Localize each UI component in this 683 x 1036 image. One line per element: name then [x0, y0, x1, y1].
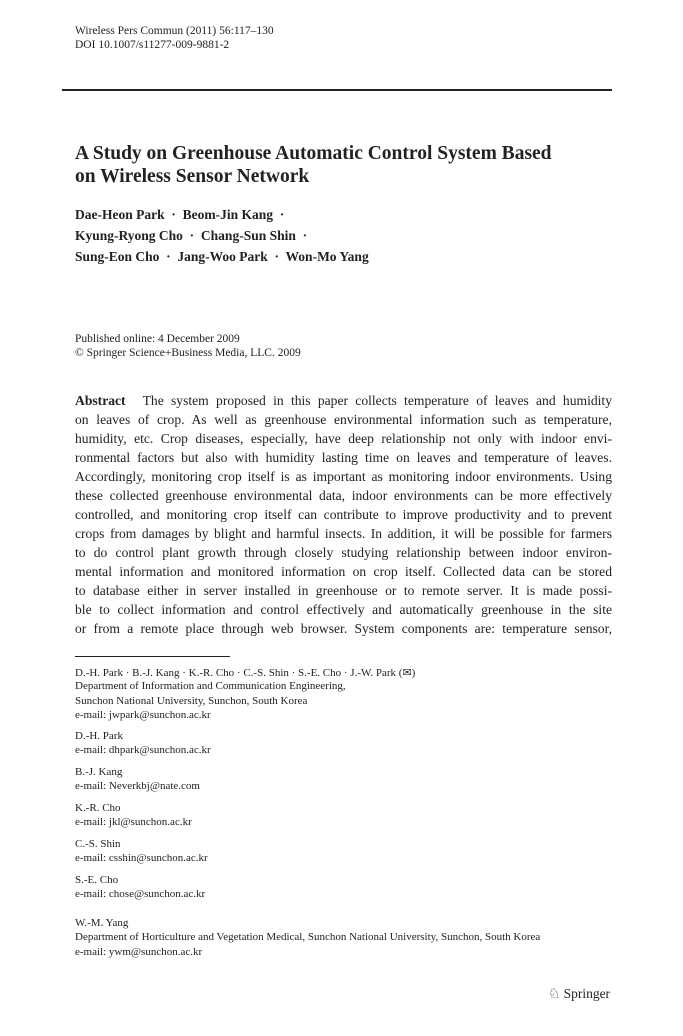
email-line: e-mail: jwpark@sunchon.ac.kr [75, 709, 211, 721]
abstract-line: Accordingly, monitoring crop itself is as important as monitoring indoor environments. Using [75, 469, 612, 484]
email-line: e-mail: chose@sunchon.ac.kr [75, 888, 206, 900]
affiliation-name: W.-M. Yang [75, 917, 129, 929]
abstract-line: on leaves of crop. As well as greenhouse environmental information such as temperature, [75, 412, 612, 427]
affiliation-name: K.-R. Cho [75, 802, 121, 814]
affiliation-name: C.-S. Shin [75, 838, 121, 850]
paper-title-line-2: on Wireless Sensor Network [75, 166, 310, 187]
email-line: e-mail: csshin@sunchon.ac.kr [75, 852, 208, 864]
authors-line-2: Kyung-Ryong Cho · Chang-Sun Shin · [75, 228, 308, 243]
copyright: © Springer Science+Business Media, LLC. 2009 [75, 347, 301, 359]
abstract-line: crops from damages by blight and harmful insects. In addition, it will be possible for farmers [75, 526, 612, 541]
email-line: e-mail: ywm@sunchon.ac.kr [75, 946, 203, 958]
email-line: e-mail: jkl@sunchon.ac.kr [75, 816, 192, 828]
authors-line-3: Sung-Eon Cho · Jang-Woo Park · Won-Mo Yang [75, 249, 369, 264]
springer-horse-icon: ♘ [548, 987, 561, 1002]
affiliation-line: D.-H. Park · B.-J. Kang · K.-R. Cho · C.-S. Shin · S.-E. Cho · J.-W. Park (✉) [75, 667, 416, 679]
affiliation-line: Sunchon National University, Sunchon, South Korea [75, 695, 308, 707]
authors-line-1: Dae-Heon Park · Beom-Jin Kang · [75, 207, 285, 222]
affiliation-name: D.-H. Park [75, 730, 123, 742]
abstract-line: humidity, etc. Crop diseases, especially, have deep relationship not only with indoor envi- [75, 431, 612, 446]
published-date: Published online: 4 December 2009 [75, 333, 240, 345]
publisher-logo [548, 986, 610, 1003]
affiliation-line: Department of Horticulture and Vegetation Medical, Sunchon National University, Sunchon, South Korea [75, 931, 541, 943]
abstract-line: Abstract The system proposed in this paper collects temperature of leaves and humidity [75, 393, 612, 408]
abstract-line: ronmental factors but also with humidity lasting time on leaves and temperature of leaves. [75, 450, 612, 465]
affiliation-line: Department of Information and Communication Engineering, [75, 680, 346, 692]
affiliation-name: S.-E. Cho [75, 874, 119, 886]
header-rule [62, 89, 612, 91]
abstract-line: to do control plant growth through closely studying relationship between indoor environ- [75, 545, 612, 560]
abstract-line: ble to collect information and control effectively and automatically greenhouse in the site [75, 602, 612, 617]
abstract-line: mental information and monitored information on crop itself. Collected data can be stored [75, 564, 612, 579]
email-line: e-mail: dhpark@sunchon.ac.kr [75, 744, 211, 756]
email-line: e-mail: Neverkbj@nate.com [75, 780, 200, 792]
abstract-line: to database either in server installed in greenhouse or to remote server. It is made possi- [75, 583, 612, 598]
abstract-line: controlled, and monitoring crop itself can contribute to improve productivity and to prevent [75, 507, 612, 522]
abstract-line: or from a remote place through web browser. System components are: temperature sensor, [75, 621, 612, 636]
paper-title-line-1: A Study on Greenhouse Automatic Control System Based [75, 143, 552, 164]
journal-citation: Wireless Pers Commun (2011) 56:117–130 [75, 25, 274, 37]
abstract-line: these collected greenhouse environmental data, indoor environments can be more effectively [75, 488, 612, 503]
abstract-label: Abstract [75, 393, 126, 408]
doi: DOI 10.1007/s11277-009-9881-2 [75, 39, 230, 51]
affiliation-name: B.-J. Kang [75, 766, 123, 778]
footnote-rule [75, 656, 230, 657]
publisher-name: Springer [563, 986, 611, 1001]
